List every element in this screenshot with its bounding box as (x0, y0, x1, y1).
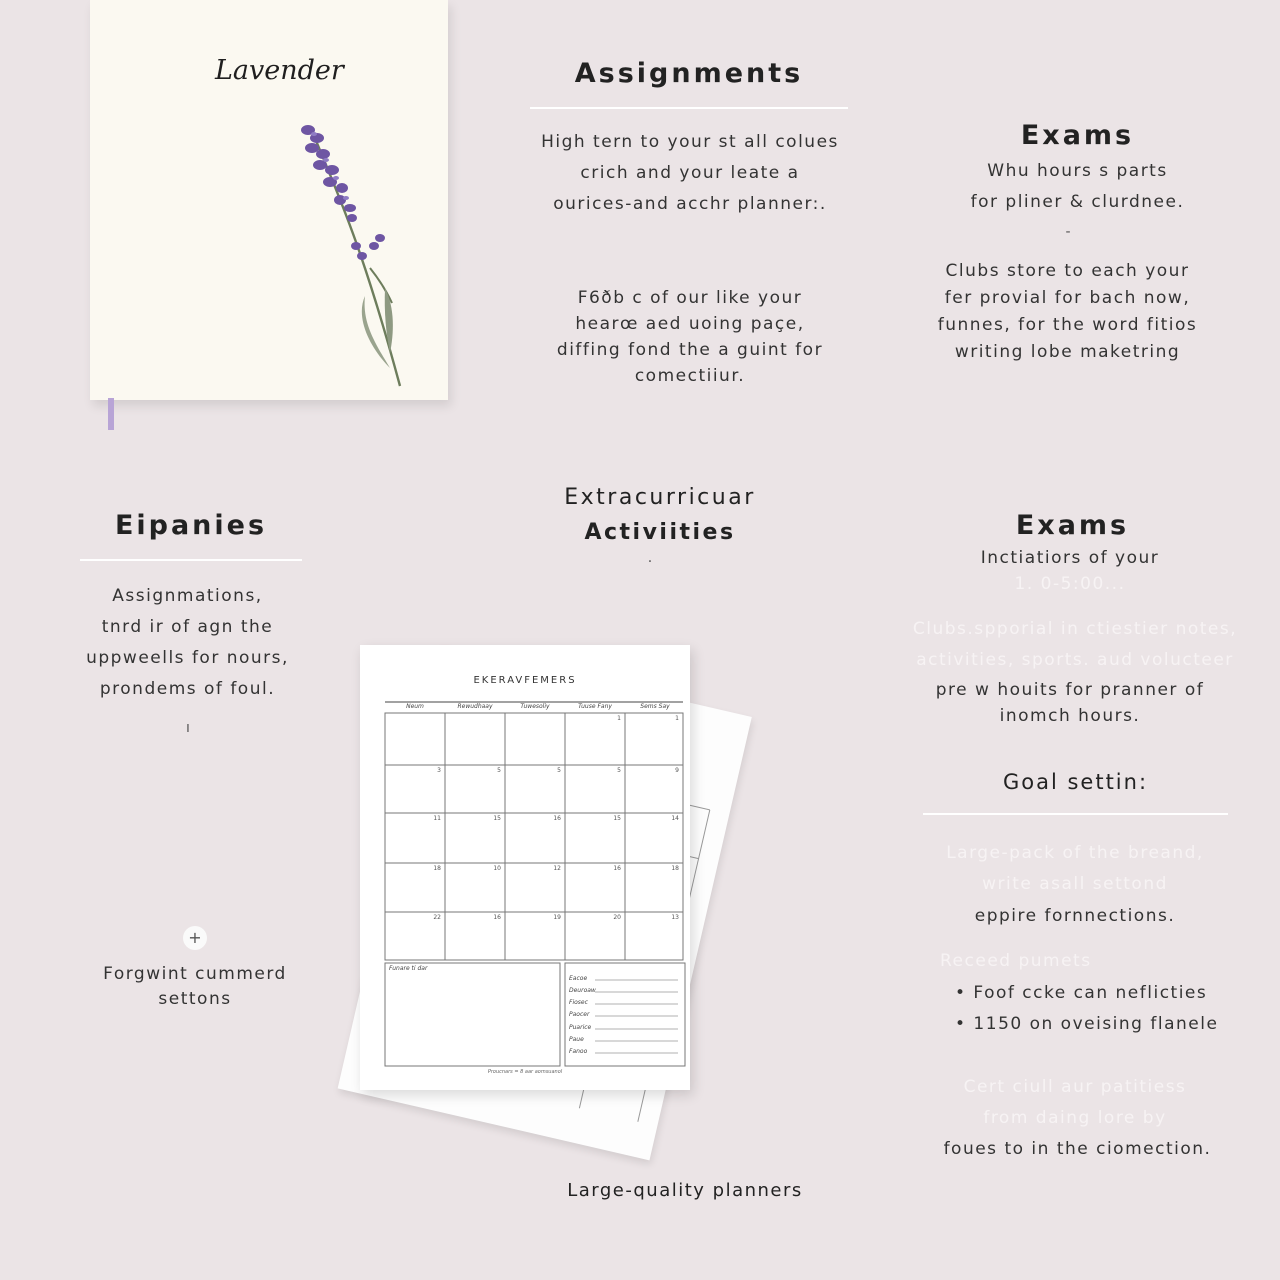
calendar-date: 16 (493, 914, 501, 921)
day-label-3: Tuwesoliy (520, 703, 550, 710)
notes-label: Funare ti dar (389, 965, 428, 972)
exams-mid-text-1: Inctiatiors of your 1. 0-5:00... (980, 548, 1160, 594)
goal-text-2: foues to in the ciomection. (943, 1139, 1212, 1159)
goal-faint-text-2: Receed pumets (940, 951, 1092, 971)
calendar-date: 15 (493, 815, 501, 822)
calendar-date: 1 (617, 715, 621, 722)
note-line-6: Paue (569, 1036, 584, 1043)
exams-top-text-2: Clubs store to each your fer provial for bach now, funnes, for the word fitios writing lobe maketring (937, 261, 1198, 362)
calendar-date: 20 (613, 914, 621, 921)
day-label-4: Tuuse Fany (578, 703, 612, 710)
note-line-3: Fiosec (569, 999, 588, 1006)
eipanies-text-2: Forgwint cummerd settons (103, 964, 287, 1009)
note-line-5: Puarice (569, 1024, 592, 1031)
extracurricular-dot: . (647, 550, 653, 566)
calendar-date: 18 (671, 865, 679, 872)
eipanies-tick: ı (186, 720, 190, 736)
bookmark-ribbon (108, 398, 114, 430)
exams-heading-top: Exams (1020, 120, 1135, 151)
exams-top-text-1: Whu hours s parts for pliner & clurdnee. (970, 161, 1185, 212)
extracurricular-heading: Extracurricuar Activiities (564, 485, 756, 545)
calendar-date: 11 (433, 815, 441, 822)
calendar-date: 5 (497, 767, 501, 774)
day-label-1: Neum (406, 703, 424, 710)
calendar-date: 16 (553, 815, 561, 822)
calendar-date: 3 (437, 767, 441, 774)
add-icon[interactable]: + (183, 926, 207, 950)
exams-mid-text-2: pre w houits for pranner of inomch hours. (935, 680, 1205, 726)
assignments-text-2: F6ðb c of our like your hearœ aed uoing paçe, diffing fond the a guint for comectiiur. (556, 288, 824, 386)
day-label-5: Sems Say (640, 703, 670, 710)
eipanies-heading: Eipanies (114, 510, 268, 541)
lavender-sprig-illustration (290, 118, 420, 393)
calendar-date: 5 (617, 767, 621, 774)
planners-caption: Large-quality planners (567, 1180, 803, 1201)
goal-faint-text-1: Large-pack of the breand, write asall settond (946, 843, 1204, 894)
calendar-date: 14 (671, 815, 679, 822)
note-line-2: Deuroaw (569, 987, 596, 994)
exams-mid-faint-text: Clubs.spporial in ctiestier notes, activities, sports. aud volucteer (912, 619, 1238, 670)
calendar-date: 13 (671, 914, 679, 921)
note-line-4: Paocer (569, 1011, 590, 1018)
calendar-grid (360, 645, 690, 1090)
goal-heading: Goal settin: (1002, 770, 1149, 794)
notebook-title: Lavender (215, 55, 344, 86)
planner-footer: Proucnars = 8 aar aomsuanol (487, 1069, 563, 1075)
exams-heading-mid: Exams (1015, 510, 1130, 541)
assignments-heading: Assignments (574, 58, 804, 89)
calendar-date: 10 (493, 865, 501, 872)
goal-bullet-1: • Foof ccke can neflicties (955, 983, 1208, 1003)
assignments-text-1: High tern to your st all colues crich and your leate a ourices-and acchr planner:. (541, 132, 839, 214)
goal-rule (923, 813, 1228, 815)
day-label-2: Rewudhaay (457, 703, 493, 710)
calendar-date: 16 (613, 865, 621, 872)
goal-text-1: eppire fornnections. (974, 906, 1176, 926)
note-line-1: Eacoe (569, 975, 588, 982)
note-line-7: Fanoo (569, 1048, 588, 1055)
goal-faint-text-3: Cert ciull aur patitiess from daing lore by (963, 1077, 1187, 1128)
eipanies-rule (80, 559, 302, 561)
goal-bullet-2: • 1150 on oveising flanele (955, 1014, 1219, 1034)
calendar-date: 18 (433, 865, 441, 872)
planner-title: EKERAVFEMERS (473, 675, 577, 686)
goal-bullet-list (955, 978, 1245, 1040)
calendar-date: 9 (675, 767, 679, 774)
planner-sheet-front (360, 645, 690, 1090)
eipanies-text-1: Assignmations, tnrd ir of agn the uppweells for nours, prondems of foul. (86, 586, 289, 699)
calendar-date: 15 (613, 815, 621, 822)
calendar-date: 1 (675, 715, 679, 722)
assignments-rule (530, 107, 848, 109)
calendar-date: 19 (553, 914, 561, 921)
calendar-date: 22 (433, 914, 441, 921)
calendar-date: 5 (557, 767, 561, 774)
calendar-date: 12 (553, 865, 561, 872)
exams-top-dash: - (1065, 224, 1071, 240)
